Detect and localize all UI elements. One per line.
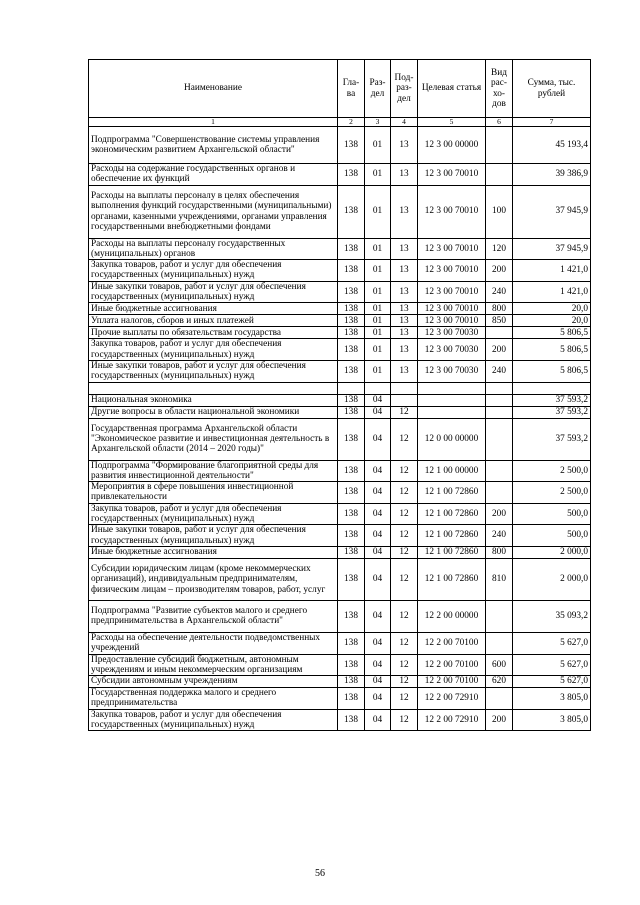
cell-razdel: 04 — [365, 558, 391, 600]
cell-vid — [486, 418, 513, 460]
cell-vid: 240 — [486, 360, 513, 382]
cell-name: Мероприятия в сфере повышения инвестиционной привлекательности — [89, 482, 338, 504]
cell-podrazdel: 12 — [391, 546, 418, 558]
table-row — [89, 503, 591, 525]
cell-glava: 138 — [338, 654, 365, 676]
cell-sum: 5 806,5 — [513, 327, 591, 339]
cell-podrazdel: 12 — [391, 709, 418, 731]
table-row — [89, 632, 591, 654]
cell-vid: 120 — [486, 238, 513, 260]
page-number: 56 — [315, 868, 325, 879]
cell-name: Другие вопросы в области национальной экономики — [89, 406, 338, 418]
cell-glava: 138 — [338, 238, 365, 260]
cell-name: Закупка товаров, работ и услуг для обеспечения государственных (муниципальных) нужд — [89, 503, 338, 525]
cell-glava: 138 — [338, 676, 365, 688]
cell-target: 12 3 00 70010 — [418, 281, 486, 303]
cell-name: Иные закупки товаров, работ и услуг для обеспечения государственных (муниципальных) нужд — [89, 525, 338, 547]
column-number: 1 — [89, 118, 338, 127]
cell-vid: 800 — [486, 546, 513, 558]
table-row — [89, 382, 591, 394]
cell-name: Иные бюджетные ассигнования — [89, 546, 338, 558]
cell-sum: 5 627,0 — [513, 632, 591, 654]
cell-podrazdel: 12 — [391, 482, 418, 504]
cell-name: Иные бюджетные ассигнования — [89, 303, 338, 315]
cell-vid — [486, 394, 513, 406]
cell-vid — [486, 460, 513, 482]
cell-vid — [486, 164, 513, 186]
cell-razdel: 04 — [365, 503, 391, 525]
cell-razdel: 01 — [365, 339, 391, 361]
cell-podrazdel: 13 — [391, 360, 418, 382]
cell-glava: 138 — [338, 339, 365, 361]
table-row — [89, 546, 591, 558]
cell-name: Иные закупки товаров, работ и услуг для обеспечения государственных (муниципальных) нужд — [89, 360, 338, 382]
cell-razdel: 04 — [365, 460, 391, 482]
cell-vid — [486, 688, 513, 710]
cell-sum: 20,0 — [513, 315, 591, 327]
cell-podrazdel: 13 — [391, 281, 418, 303]
table-row — [89, 460, 591, 482]
table-row — [89, 394, 591, 406]
cell-razdel: 01 — [365, 185, 391, 238]
cell-podrazdel: 12 — [391, 418, 418, 460]
cell-razdel: 01 — [365, 315, 391, 327]
cell-sum: 45 193,4 — [513, 127, 591, 164]
table-row — [89, 418, 591, 460]
cell-glava: 138 — [338, 558, 365, 600]
cell-sum: 37 593,2 — [513, 394, 591, 406]
cell-sum: 2 500,0 — [513, 460, 591, 482]
cell-podrazdel: 12 — [391, 503, 418, 525]
cell-vid: 200 — [486, 260, 513, 282]
cell-podrazdel: 12 — [391, 600, 418, 632]
table-row — [89, 281, 591, 303]
cell-glava: 138 — [338, 260, 365, 282]
cell-sum: 37 945,9 — [513, 238, 591, 260]
cell-vid: 810 — [486, 558, 513, 600]
cell-razdel: 01 — [365, 360, 391, 382]
cell-podrazdel — [391, 394, 418, 406]
cell-sum: 1 421,0 — [513, 260, 591, 282]
cell-name: Государственная поддержка малого и среднего предпринимательства — [89, 688, 338, 710]
cell-vid — [486, 600, 513, 632]
cell-target: 12 2 00 70100 — [418, 654, 486, 676]
cell-razdel: 04 — [365, 418, 391, 460]
cell-podrazdel: 13 — [391, 327, 418, 339]
cell-podrazdel: 13 — [391, 185, 418, 238]
cell-sum — [513, 382, 591, 394]
cell-glava: 138 — [338, 546, 365, 558]
cell-podrazdel: 12 — [391, 558, 418, 600]
cell-vid: 240 — [486, 525, 513, 547]
table-row — [89, 482, 591, 504]
cell-razdel: 04 — [365, 525, 391, 547]
cell-name: Подпрограмма "Совершенствование системы управления экономическим развитием Архангельской области" — [89, 127, 338, 164]
cell-name: Иные закупки товаров, работ и услуг для обеспечения государственных (муниципальных) нужд — [89, 281, 338, 303]
cell-podrazdel: 12 — [391, 654, 418, 676]
cell-razdel: 04 — [365, 546, 391, 558]
cell-sum: 5 806,5 — [513, 360, 591, 382]
cell-razdel: 04 — [365, 600, 391, 632]
budget-table — [88, 59, 591, 731]
cell-podrazdel: 13 — [391, 164, 418, 186]
cell-target: 12 1 00 72860 — [418, 503, 486, 525]
cell-target: 12 2 00 00000 — [418, 600, 486, 632]
cell-vid: 620 — [486, 676, 513, 688]
column-number: 3 — [365, 118, 391, 127]
table-row — [89, 238, 591, 260]
cell-target: 12 1 00 00000 — [418, 460, 486, 482]
cell-target: 12 3 00 70010 — [418, 185, 486, 238]
cell-razdel: 01 — [365, 164, 391, 186]
cell-name: Закупка товаров, работ и услуг для обеспечения государственных (муниципальных) нужд — [89, 339, 338, 361]
table-row — [89, 164, 591, 186]
cell-target: 12 2 00 72910 — [418, 688, 486, 710]
cell-podrazdel: 13 — [391, 303, 418, 315]
cell-razdel: 04 — [365, 654, 391, 676]
cell-name: Субсидии юридическим лицам (кроме некоммерческих организаций), индивидуальным предпринимателям, физическим лицам – производителям товаров, работ, услуг — [89, 558, 338, 600]
cell-podrazdel: 12 — [391, 406, 418, 418]
cell-podrazdel: 12 — [391, 525, 418, 547]
cell-name: Подпрограмма "Формирование благоприятной среды для развития инвестиционной деятельности" — [89, 460, 338, 482]
cell-vid: 600 — [486, 654, 513, 676]
cell-target: 12 1 00 72860 — [418, 546, 486, 558]
cell-vid — [486, 327, 513, 339]
cell-razdel: 04 — [365, 709, 391, 731]
cell-razdel: 04 — [365, 482, 391, 504]
table-row — [89, 600, 591, 632]
cell-razdel: 04 — [365, 676, 391, 688]
cell-podrazdel: 12 — [391, 688, 418, 710]
cell-vid: 800 — [486, 303, 513, 315]
table-row — [89, 558, 591, 600]
cell-glava: 138 — [338, 406, 365, 418]
table-row — [89, 688, 591, 710]
cell-name: Подпрограмма "Развитие субъектов малого и среднего предпринимательства в Архангельской области" — [89, 600, 338, 632]
cell-sum: 37 593,2 — [513, 418, 591, 460]
cell-vid — [486, 406, 513, 418]
cell-razdel: 04 — [365, 406, 391, 418]
cell-sum: 37 593,2 — [513, 406, 591, 418]
cell-target: 12 3 00 00000 — [418, 127, 486, 164]
cell-target: 12 1 00 72860 — [418, 482, 486, 504]
table-row — [89, 360, 591, 382]
table-row — [89, 709, 591, 731]
cell-name: Расходы на обеспечение деятельности подведомственных учреждений — [89, 632, 338, 654]
cell-sum: 2 500,0 — [513, 482, 591, 504]
cell-sum: 39 386,9 — [513, 164, 591, 186]
cell-name: Субсидии автономным учреждениям — [89, 676, 338, 688]
table-row — [89, 327, 591, 339]
cell-glava: 138 — [338, 482, 365, 504]
cell-target: 12 0 00 00000 — [418, 418, 486, 460]
cell-name: Прочие выплаты по обязательствам государства — [89, 327, 338, 339]
cell-glava: 138 — [338, 164, 365, 186]
cell-name — [89, 382, 338, 394]
cell-target: 12 1 00 72860 — [418, 525, 486, 547]
cell-target — [418, 406, 486, 418]
table-row — [89, 303, 591, 315]
cell-name: Расходы на выплаты персоналу государственных (муниципальных) органов — [89, 238, 338, 260]
cell-razdel: 01 — [365, 303, 391, 315]
cell-sum: 5 627,0 — [513, 654, 591, 676]
cell-name: Расходы на выплаты персоналу в целях обеспечения выполнения функций государственными (муниципальными) органами, казенными учреждениями, органами управления государственными внебюджетными фондами — [89, 185, 338, 238]
cell-target: 12 2 00 70100 — [418, 676, 486, 688]
cell-glava: 138 — [338, 460, 365, 482]
table-row — [89, 260, 591, 282]
cell-sum: 1 421,0 — [513, 281, 591, 303]
cell-name: Закупка товаров, работ и услуг для обеспечения государственных (муниципальных) нужд — [89, 260, 338, 282]
cell-vid — [486, 632, 513, 654]
cell-glava: 138 — [338, 315, 365, 327]
table-row — [89, 676, 591, 688]
header-sum: Сумма, тыс. рублей — [513, 60, 591, 118]
cell-razdel: 01 — [365, 260, 391, 282]
cell-razdel: 01 — [365, 281, 391, 303]
cell-vid: 200 — [486, 503, 513, 525]
cell-glava: 138 — [338, 688, 365, 710]
cell-vid: 850 — [486, 315, 513, 327]
cell-glava: 138 — [338, 632, 365, 654]
cell-target: 12 3 00 70030 — [418, 360, 486, 382]
cell-target: 12 3 00 70010 — [418, 238, 486, 260]
cell-sum: 5 627,0 — [513, 676, 591, 688]
cell-vid — [486, 127, 513, 164]
cell-target: 12 3 00 70010 — [418, 303, 486, 315]
cell-sum: 37 945,9 — [513, 185, 591, 238]
cell-vid: 200 — [486, 709, 513, 731]
cell-glava: 138 — [338, 394, 365, 406]
cell-sum: 500,0 — [513, 503, 591, 525]
cell-podrazdel: 12 — [391, 676, 418, 688]
cell-target: 12 3 00 70010 — [418, 260, 486, 282]
cell-vid: 240 — [486, 281, 513, 303]
column-number: 7 — [513, 118, 591, 127]
cell-target: 12 2 00 70100 — [418, 632, 486, 654]
header-vid: Вид рас-хо-дов — [486, 60, 513, 118]
cell-target: 12 3 00 70030 — [418, 327, 486, 339]
cell-name: Уплата налогов, сборов и иных платежей — [89, 315, 338, 327]
table-row — [89, 525, 591, 547]
header-target: Целевая статья — [418, 60, 486, 118]
cell-glava: 138 — [338, 185, 365, 238]
cell-vid: 200 — [486, 339, 513, 361]
cell-glava: 138 — [338, 600, 365, 632]
cell-glava: 138 — [338, 709, 365, 731]
cell-sum: 35 093,2 — [513, 600, 591, 632]
cell-glava: 138 — [338, 503, 365, 525]
cell-glava: 138 — [338, 303, 365, 315]
cell-podrazdel: 13 — [391, 339, 418, 361]
cell-podrazdel — [391, 382, 418, 394]
cell-target — [418, 394, 486, 406]
header-glava: Гла-ва — [338, 60, 365, 118]
cell-sum: 3 805,0 — [513, 688, 591, 710]
cell-razdel: 04 — [365, 394, 391, 406]
header-razdel: Раз-дел — [365, 60, 391, 118]
cell-podrazdel: 13 — [391, 127, 418, 164]
cell-vid — [486, 482, 513, 504]
cell-sum: 2 000,0 — [513, 558, 591, 600]
cell-podrazdel: 13 — [391, 238, 418, 260]
cell-sum: 5 806,5 — [513, 339, 591, 361]
cell-razdel: 01 — [365, 127, 391, 164]
cell-target: 12 1 00 72860 — [418, 558, 486, 600]
column-number: 6 — [486, 118, 513, 127]
cell-glava: 138 — [338, 360, 365, 382]
column-number: 2 — [338, 118, 365, 127]
cell-target — [418, 382, 486, 394]
cell-name: Предоставление субсидий бюджетным, автономным учреждениям и иным некоммерческим организациям — [89, 654, 338, 676]
table-header-row — [89, 60, 591, 118]
cell-glava — [338, 382, 365, 394]
cell-glava: 138 — [338, 281, 365, 303]
table-row — [89, 127, 591, 164]
cell-razdel: 04 — [365, 632, 391, 654]
cell-target: 12 3 00 70010 — [418, 315, 486, 327]
cell-podrazdel: 12 — [391, 460, 418, 482]
header-name: Наименование — [89, 60, 338, 118]
cell-sum: 2 000,0 — [513, 546, 591, 558]
table-row — [89, 315, 591, 327]
cell-podrazdel: 13 — [391, 315, 418, 327]
cell-vid: 100 — [486, 185, 513, 238]
cell-sum: 3 805,0 — [513, 709, 591, 731]
cell-glava: 138 — [338, 418, 365, 460]
column-number: 4 — [391, 118, 418, 127]
cell-razdel — [365, 382, 391, 394]
cell-name: Закупка товаров, работ и услуг для обеспечения государственных (муниципальных) нужд — [89, 709, 338, 731]
cell-glava: 138 — [338, 525, 365, 547]
cell-name: Расходы на содержание государственных органов и обеспечение их функций — [89, 164, 338, 186]
cell-podrazdel: 13 — [391, 260, 418, 282]
cell-name: Государственная программа Архангельской области "Экономическое развитие и инвестиционная деятельность в Архангельской области (2014 – 2020 годы)" — [89, 418, 338, 460]
cell-target: 12 3 00 70030 — [418, 339, 486, 361]
column-number-row — [89, 118, 591, 127]
cell-razdel: 01 — [365, 238, 391, 260]
cell-podrazdel: 12 — [391, 632, 418, 654]
cell-name: Национальная экономика — [89, 394, 338, 406]
cell-sum: 500,0 — [513, 525, 591, 547]
table-row — [89, 185, 591, 238]
cell-glava: 138 — [338, 327, 365, 339]
table-row — [89, 406, 591, 418]
header-podrazdel: Под-раз-дел — [391, 60, 418, 118]
table-row — [89, 339, 591, 361]
cell-glava: 138 — [338, 127, 365, 164]
cell-vid — [486, 382, 513, 394]
table-row — [89, 654, 591, 676]
cell-target: 12 3 00 70010 — [418, 164, 486, 186]
cell-razdel: 04 — [365, 688, 391, 710]
column-number: 5 — [418, 118, 486, 127]
cell-sum: 20,0 — [513, 303, 591, 315]
cell-target: 12 2 00 72910 — [418, 709, 486, 731]
cell-razdel: 01 — [365, 327, 391, 339]
